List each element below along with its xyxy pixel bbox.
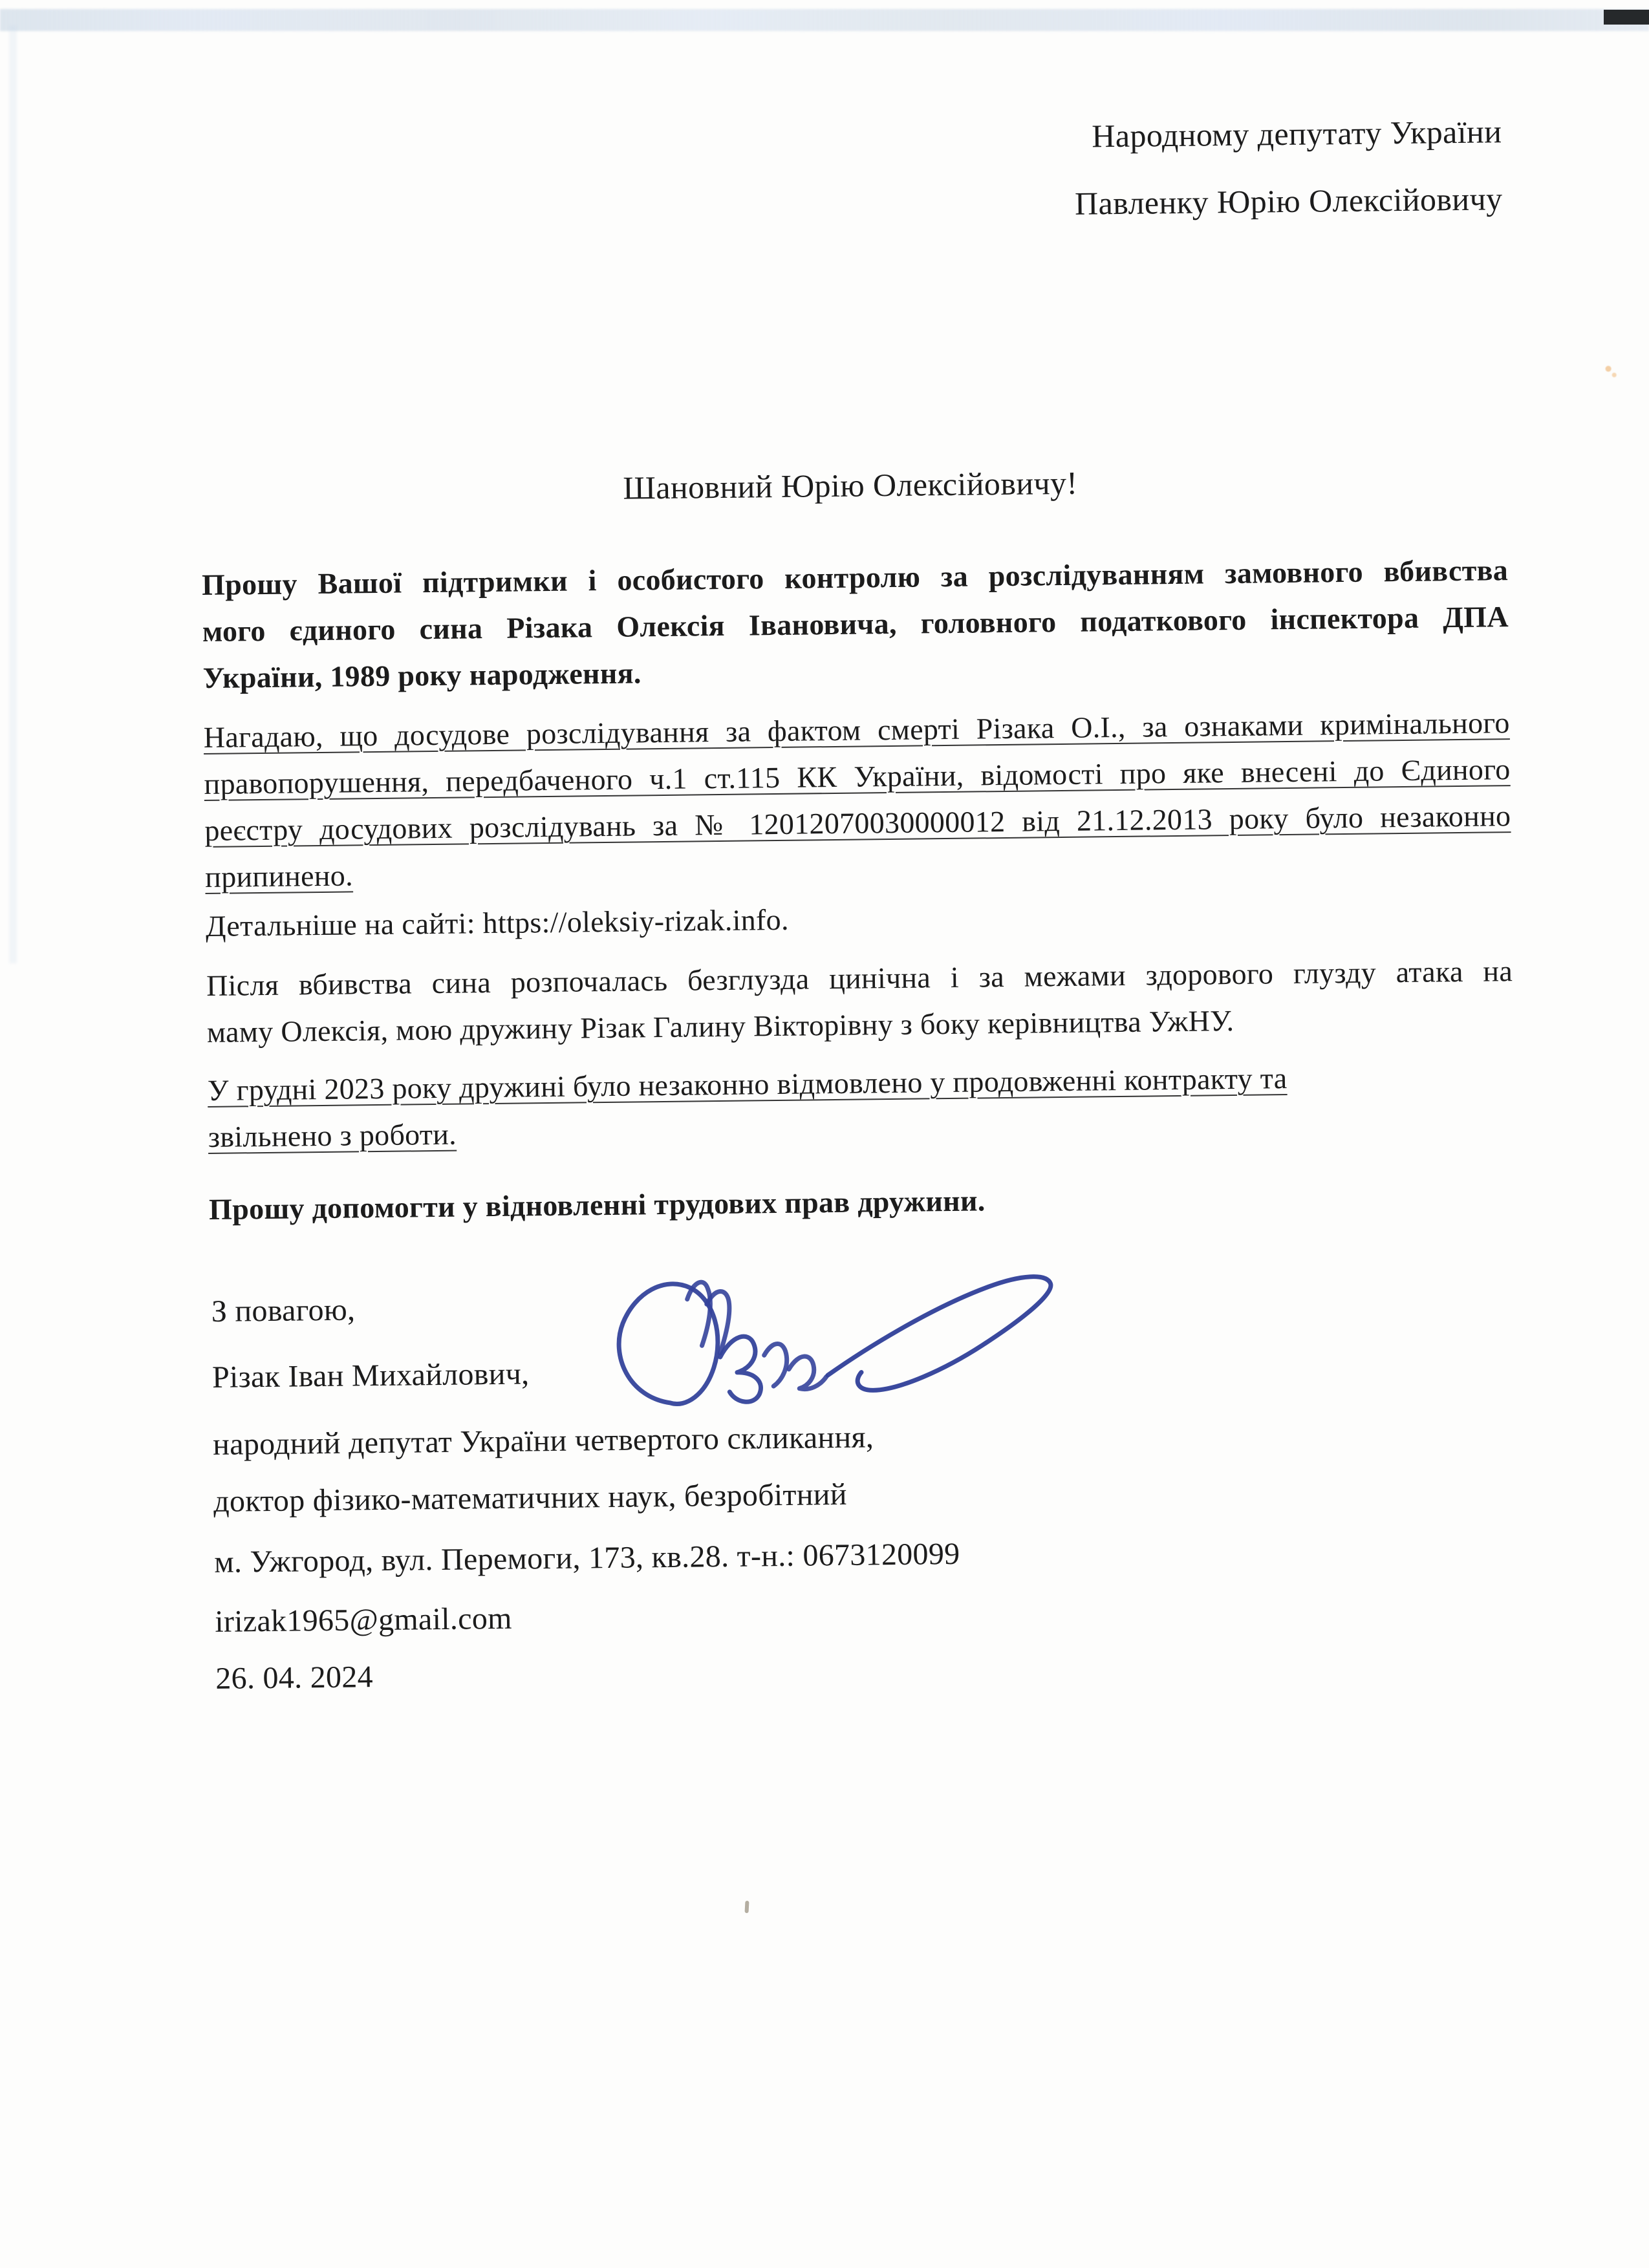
paragraph-4-line-2: маму Олексія, мою дружину Різак Галину Вікторівну з боку керівництва УжНУ. [206, 1003, 1234, 1049]
paragraph-2-line-4: припинено. [204, 859, 354, 894]
closing-title-1: народний депутат України четвертого скликання, [212, 1420, 874, 1462]
paragraph-5-line-2: звільнено з роботи. [208, 1117, 457, 1153]
paragraph-6-request-line: Прошу допомогти у відновленні трудових прав дружини. [208, 1184, 986, 1226]
paragraph-4-line-1: Після вбивства сина розпочалась безглузда цинічна і за межами здорового глузду атака на [206, 954, 1513, 1003]
closing-regards: З повагою, [211, 1292, 356, 1329]
recipient-line-2: Павленку Юрію Олексійовичу [1074, 180, 1503, 222]
closing-title-2: доктор фізико-математичних наук, безробітний [213, 1477, 848, 1519]
closing-name: Різак Іван Михайлович, [211, 1356, 530, 1395]
paragraph-2-line-1: Нагадаю, що досудове розслідування за фактом смерті Різака О.І., за ознаками кримінального [203, 706, 1510, 754]
recipient-line-1: Народному депутату України [1092, 113, 1502, 155]
paragraph-1-line-2: мого єдиного сина Різака Олексія Івановича, головного податкового інспектора ДПА [202, 600, 1509, 648]
closing-address: м. Ужгород, вул. Перемоги, 173, кв.28. т-н.: 0673120099 [213, 1536, 960, 1579]
salutation: Шановний Юрію Олексійовичу! [623, 464, 1078, 506]
closing-date: 26. 04. 2024 [215, 1660, 374, 1696]
closing-email: irizak1965@gmail.com [215, 1601, 512, 1639]
paragraph-5-line-1: У грудні 2023 року дружині було незаконно відмовлено у продовженні контракту та [207, 1062, 1288, 1107]
paragraph-1-line-1: Прошу Вашої підтримки і особистого контролю за розслідуванням замовного вбивства [201, 553, 1509, 602]
paragraph-2-line-2: правопорушення, передбаченого ч.1 ст.115 КК України, відомості про яке внесені до Єдиного [204, 753, 1511, 801]
paragraph-2-line-3: реєстру досудових розслідувань за № 12012070030000012 від 21.12.2013 року було незаконно [204, 799, 1511, 848]
handwritten-signature-ink [592, 1255, 1092, 1416]
paragraph-1-line-3: України, 1989 року народження. [202, 656, 641, 695]
paragraph-3-website-line: Детальніше на сайті: https://oleksiy-rizak.info. [205, 903, 789, 943]
